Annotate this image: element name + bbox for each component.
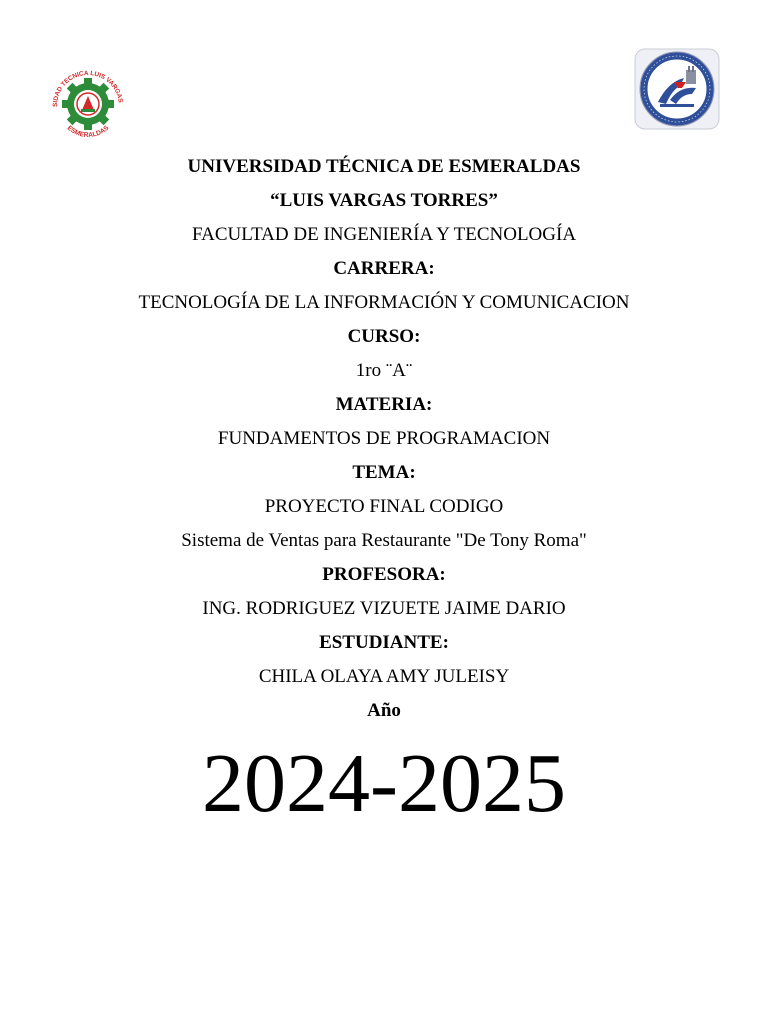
university-seal-icon <box>45 66 131 142</box>
faculty-name: FACULTAD DE INGENIERÍA Y TECNOLOGÍA <box>191 224 577 245</box>
cover-text-block <box>0 150 768 728</box>
course-value: 1ro ¨A¨ <box>355 360 413 381</box>
year-label: Año <box>367 700 401 721</box>
student-label: ESTUDIANTE: <box>319 632 449 653</box>
topic-detail: Sistema de Ventas para Restaurante "De Tony Roma" <box>181 530 587 551</box>
career-label: CARRERA: <box>333 258 435 279</box>
topic-label: TEMA: <box>352 462 416 483</box>
university-title: UNIVERSIDAD TÉCNICA DE ESMERALDAS <box>187 156 581 177</box>
career-value: TECNOLOGÍA DE LA INFORMACIÓN Y COMUNICACION <box>138 292 630 313</box>
topic-value: PROYECTO FINAL CODIGO <box>264 496 504 517</box>
academic-year: 2024-2025 <box>202 737 566 830</box>
faculty-seal-icon <box>634 48 720 130</box>
student-value: CHILA OLAYA AMY JULEISY <box>258 666 510 687</box>
subject-value: FUNDAMENTOS DE PROGRAMACION <box>217 428 551 449</box>
subject-label: MATERIA: <box>335 394 433 415</box>
course-label: CURSO: <box>347 326 421 347</box>
university-name: “LUIS VARGAS TORRES” <box>270 190 498 211</box>
seal-ring-text-top: SIDAD TECNICA LUIS VARGAS <box>51 69 124 108</box>
seal-ring-text-bottom: ESMERALDAS <box>65 124 111 140</box>
teacher-label: PROFESORA: <box>322 564 446 585</box>
teacher-value: ING. RODRIGUEZ VIZUETE JAIME DARIO <box>202 598 566 619</box>
